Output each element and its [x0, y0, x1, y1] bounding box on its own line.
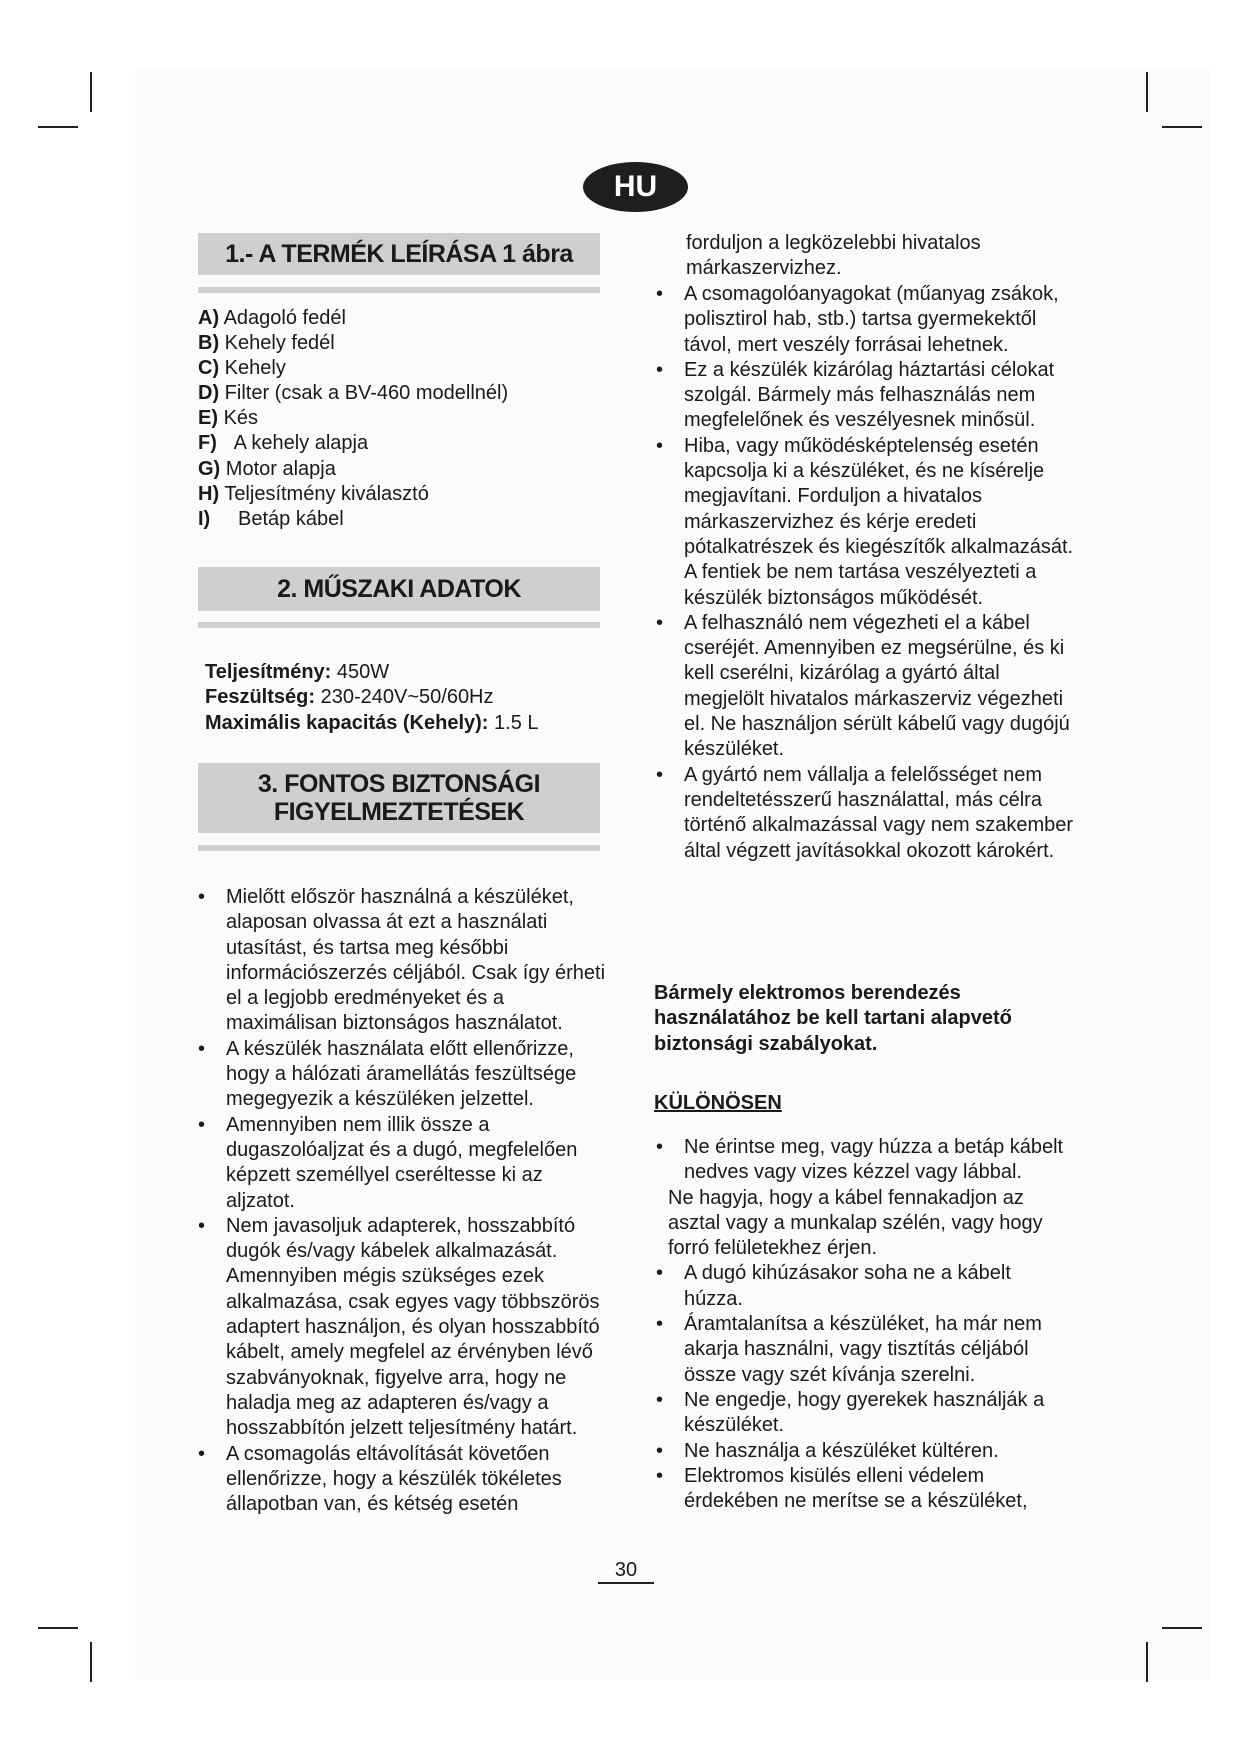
section1-rule	[198, 287, 600, 293]
list-item: • Mielőtt először használná a készüléket, alaposan olvassa át ezt a használati utasítást, és tartsa meg későbbi információszerzés céljából. Csak így érheti el a legjobb eredményeket és a maximálisan biztonságos használatot.	[198, 886, 606, 1035]
language-badge: HU	[583, 162, 688, 212]
spec-row: Feszültség: 230-240V~50/60Hz	[205, 686, 494, 709]
list-item: • Nem javasoljuk adapterek, hosszabbító dugók és/vagy kábelek alkalmazását. Amennyiben mégis szükséges ezek alkalmazása, csak egyes vagy többszörös adaptert használjon, és olyan hosszabbító kábelt, amely megfelel az érvényben lévő szabványoknak, figyelve arra, hogy ne haladja meg az adapteren és/vagy a hosszabbítón jelzett teljesítmény határt.	[198, 1214, 600, 1440]
special-list-a	[656, 1135, 1074, 1186]
list-item: C) Kehely	[198, 357, 286, 380]
list-item: • A csomagolóanyagokat (műanyag zsákok, polisztirol hab, stb.) tartsa gyermekektől távol, mert veszély forrásai lehetnek.	[656, 283, 1059, 356]
crop-mark	[38, 1627, 78, 1629]
list-item: D) Filter (csak a BV-460 modellnél)	[198, 382, 509, 405]
special-list-b	[656, 1261, 1074, 1514]
continuation-text: forduljon a legközelebbi hivatalos márkaszervizhez.	[686, 232, 981, 280]
safety-rules-note: Bármely elektromos berendezés használatához be kell tartani alapvető biztonsági szabályokat.	[654, 982, 1012, 1055]
crop-mark	[1146, 72, 1148, 112]
list-item: F) A kehely alapja	[198, 432, 369, 455]
list-item: • Amennyiben nem illik össze a dugaszolóaljzat és a dugó, megfelelően képzett személlyel cseréltesse ki az aljzatot.	[198, 1113, 578, 1212]
special-list-column	[656, 1135, 1074, 1514]
section3-rule	[198, 845, 600, 851]
crop-mark	[1162, 1627, 1202, 1629]
list-item: • A dugó kihúzásakor soha ne a kábelt húzza.	[656, 1262, 1011, 1310]
safety-list-right	[656, 282, 1074, 864]
list-item: • Ne engedje, hogy gyerekek használják a készüléket.	[656, 1388, 1045, 1437]
section2-title: 2. MŰSZAKI ADATOK	[277, 575, 521, 603]
crop-mark	[1146, 1642, 1148, 1682]
page-number: 30	[598, 1558, 654, 1584]
list-item: • A csomagolás eltávolítását követően ellenőrizze, hogy a készülék tökéletes állapotban van, és kétség esetén	[198, 1442, 562, 1516]
list-item: • A felhasználó nem végezheti el a kábel cseréjét. Amennyiben ez megsérülne, és ki kell cserélni, kizárólag a gyártó által megjelölt hivatalos márkaszerviz végezheti el. Ne használjon sérült kábelű vagy dugójú készüléket.	[656, 611, 1070, 761]
section3-title-line2: FIGYELMEZTETÉSEK	[273, 798, 525, 826]
list-item: • Hiba, vagy működésképtelenség esetén kapcsolja ki a készüléket, és ne kísérelje megjavítani. Forduljon a hivatalos márkaszervizhez és kérje eredeti pótalkatrészek és kiegészítők alkalmazását. A fentiek be nem tartása veszélyezteti a készülék biztonságos működését.	[656, 434, 1074, 609]
safety-list-left	[198, 885, 608, 1517]
subheading-kulonosen: KÜLÖNÖSEN	[654, 1092, 782, 1114]
list-item: • Ne érintse meg, vagy húzza a betáp kábelt nedves vagy vizes kézzel vagy lábbal.	[656, 1136, 1064, 1184]
list-item: • Áramtalanítsa a készüléket, ha már nem akarja használni, vagy tisztítás céljából össze vagy szét kívánja szerelni.	[656, 1313, 1042, 1386]
crop-mark	[90, 1642, 92, 1682]
list-item: • A gyártó nem vállalja a felelősséget nem rendeltetésszerű használattal, más célra történő alkalmazással vagy nem szakember által végzett javításokkal okozott károkért.	[656, 763, 1074, 862]
section2-heading	[198, 567, 600, 611]
left-bullet-column	[198, 885, 608, 1517]
list-item: I) Betáp kábel	[198, 507, 344, 530]
list-item: E) Kés	[198, 407, 259, 430]
list-item: A) Adagoló fedél	[198, 307, 346, 329]
spec-list	[205, 660, 539, 736]
list-item: • Ez a készülék kizárólag háztartási célokat szolgál. Bármely más felhasználás nem megfelelőnek és veszélyesnek minősül.	[656, 358, 1055, 432]
section3-heading	[198, 763, 600, 833]
section1-title: 1.- A TERMÉK LEÍRÁSA 1 ábra	[225, 240, 573, 268]
spec-row: Teljesítmény: 450W	[205, 661, 390, 683]
list-item: • A készülék használata előtt ellenőrizze, hogy a hálózati áramellátás feszültsége megegyezik a készüléken jelzettel.	[198, 1037, 577, 1111]
crop-mark	[90, 72, 92, 112]
list-item: • Ne használja a készüléket kültéren.	[656, 1439, 999, 1462]
spec-row: Maximális kapacitás (Kehely): 1.5 L	[205, 711, 539, 734]
section1-heading	[198, 233, 600, 275]
list-item: H) Teljesítmény kiválasztó	[198, 482, 429, 505]
parts-list	[198, 306, 508, 532]
crop-mark	[38, 126, 78, 128]
right-bullet-column	[656, 282, 1074, 864]
list-item: • Elektromos kisülés elleni védelem érdekében ne merítse se a készüléket,	[656, 1464, 1028, 1513]
crop-mark	[1162, 126, 1202, 128]
list-item: G) Motor alapja	[198, 457, 336, 480]
section2-rule	[198, 622, 600, 628]
section3-title-line1: 3. FONTOS BIZTONSÁGI	[257, 770, 541, 798]
special-plain-item: Ne hagyja, hogy a kábel fennakadjon az asztal vagy a munkalap szélén, vagy hogy forró felületekhez érjen.	[668, 1186, 1043, 1260]
list-item: B) Kehely fedél	[198, 332, 335, 355]
